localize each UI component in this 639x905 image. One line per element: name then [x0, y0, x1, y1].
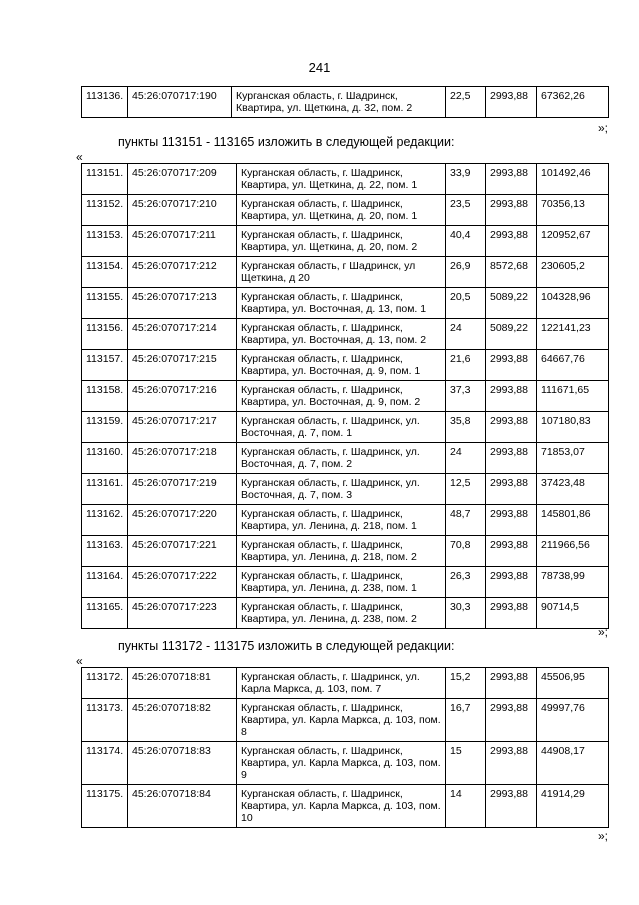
- cell-item-number: 113152.: [82, 195, 128, 226]
- cell-value: 78738,99: [537, 567, 609, 598]
- cell-cadastral-number: 45:26:070717:213: [128, 288, 237, 319]
- cell-item-number: 113157.: [82, 350, 128, 381]
- table-row: [82, 567, 609, 598]
- table-3: [81, 667, 609, 828]
- cell-rate: 5089,22: [486, 319, 537, 350]
- cell-address: Курганская область, г. Шадринск, Квартира, ул. Щеткина, д. 32, пом. 2: [232, 87, 446, 118]
- cell-cadastral-number: 45:26:070717:214: [128, 319, 237, 350]
- cell-rate: 2993,88: [486, 785, 537, 828]
- cell-address: Курганская область, г. Шадринск, Квартира, ул. Щеткина, д. 20, пом. 1: [237, 195, 446, 226]
- cell-cadastral-number: 45:26:070717:210: [128, 195, 237, 226]
- cell-area: 70,8: [446, 536, 486, 567]
- cell-area: 26,9: [446, 257, 486, 288]
- close-quote-2: »;: [598, 625, 609, 639]
- cell-item-number: 113172.: [82, 668, 128, 699]
- cell-item-number: 113160.: [82, 443, 128, 474]
- cell-value: 120952,67: [537, 226, 609, 257]
- cell-rate: 2993,88: [486, 668, 537, 699]
- cell-item-number: 113161.: [82, 474, 128, 505]
- cell-rate: 2993,88: [486, 699, 537, 742]
- cell-area: 14: [446, 785, 486, 828]
- cell-area: 48,7: [446, 505, 486, 536]
- cell-item-number: 113175.: [82, 785, 128, 828]
- cell-value: 211966,56: [537, 536, 609, 567]
- cell-value: 71853,07: [537, 443, 609, 474]
- table-row: [82, 350, 609, 381]
- cell-rate: 2993,88: [486, 742, 537, 785]
- cell-area: 22,5: [446, 87, 486, 118]
- table-row: [82, 742, 609, 785]
- table-row: [82, 536, 609, 567]
- cell-item-number: 113151.: [82, 164, 128, 195]
- cell-rate: 2993,88: [486, 505, 537, 536]
- table-row: [82, 164, 609, 195]
- cell-area: 33,9: [446, 164, 486, 195]
- cell-item-number: 113173.: [82, 699, 128, 742]
- cell-item-number: 113164.: [82, 567, 128, 598]
- cell-cadastral-number: 45:26:070717:217: [128, 412, 237, 443]
- cell-area: 26,3: [446, 567, 486, 598]
- paragraph-1: пункты 113151 - 113165 изложить в следующей редакции:: [118, 135, 455, 149]
- cell-value: 230605,2: [537, 257, 609, 288]
- cell-address: Курганская область, г. Шадринск, ул. Восточная, д. 7, пом. 3: [237, 474, 446, 505]
- cell-address: Курганская область, г. Шадринск, Квартира, ул. Ленина, д. 238, пом. 2: [237, 598, 446, 629]
- cell-address: Курганская область, г. Шадринск, Квартира, ул. Ленина, д. 218, пом. 1: [237, 505, 446, 536]
- cell-area: 30,3: [446, 598, 486, 629]
- table-row: [82, 412, 609, 443]
- table-row: [82, 288, 609, 319]
- cell-rate: 2993,88: [486, 164, 537, 195]
- cell-value: 101492,46: [537, 164, 609, 195]
- cell-cadastral-number: 45:26:070718:81: [128, 668, 237, 699]
- cell-rate: 5089,22: [486, 288, 537, 319]
- cell-item-number: 113153.: [82, 226, 128, 257]
- table-row: [82, 443, 609, 474]
- cell-rate: 2993,88: [486, 412, 537, 443]
- close-quote-3: »;: [598, 829, 609, 843]
- cell-item-number: 113136.: [82, 87, 128, 118]
- cell-rate: 8572,68: [486, 257, 537, 288]
- cell-area: 40,4: [446, 226, 486, 257]
- page-number: 241: [308, 60, 331, 75]
- cell-address: Курганская область, г. Шадринск, Квартира, ул. Восточная, д. 9, пом. 2: [237, 381, 446, 412]
- cell-item-number: 113158.: [82, 381, 128, 412]
- cell-area: 15: [446, 742, 486, 785]
- table-row: [82, 505, 609, 536]
- table-row: [82, 195, 609, 226]
- cell-item-number: 113162.: [82, 505, 128, 536]
- cell-address: Курганская область, г. Шадринск, Квартира, ул. Восточная, д. 13, пом. 2: [237, 319, 446, 350]
- cell-value: 111671,65: [537, 381, 609, 412]
- cell-value: 41914,29: [537, 785, 609, 828]
- cell-item-number: 113155.: [82, 288, 128, 319]
- table-row: [82, 381, 609, 412]
- close-quote-1: »;: [598, 121, 609, 135]
- cell-cadastral-number: 45:26:070717:212: [128, 257, 237, 288]
- cell-cadastral-number: 45:26:070717:222: [128, 567, 237, 598]
- cell-area: 12,5: [446, 474, 486, 505]
- paragraph-2: пункты 113172 - 113175 изложить в следующей редакции:: [118, 639, 455, 653]
- cell-rate: 2993,88: [486, 567, 537, 598]
- cell-area: 21,6: [446, 350, 486, 381]
- cell-value: 90714,5: [537, 598, 609, 629]
- cell-address: Курганская область, г. Шадринск, ул. Карла Маркса, д. 103, пом. 7: [237, 668, 446, 699]
- cell-area: 20,5: [446, 288, 486, 319]
- table-row: [82, 474, 609, 505]
- cell-rate: 2993,88: [486, 598, 537, 629]
- cell-rate: 2993,88: [486, 381, 537, 412]
- table-row: [82, 226, 609, 257]
- cell-item-number: 113163.: [82, 536, 128, 567]
- cell-item-number: 113159.: [82, 412, 128, 443]
- cell-rate: 2993,88: [486, 195, 537, 226]
- cell-area: 37,3: [446, 381, 486, 412]
- table-row: [82, 699, 609, 742]
- cell-value: 64667,76: [537, 350, 609, 381]
- table-row: [82, 257, 609, 288]
- cell-rate: 2993,88: [486, 226, 537, 257]
- cell-cadastral-number: 45:26:070717:218: [128, 443, 237, 474]
- cell-address: Курганская область, г. Шадринск, Квартира, ул. Карла Маркса, д. 103, пом. 9: [237, 742, 446, 785]
- cell-cadastral-number: 45:26:070717:219: [128, 474, 237, 505]
- cell-cadastral-number: 45:26:070718:83: [128, 742, 237, 785]
- table-row: [82, 598, 609, 629]
- cell-address: Курганская область, г. Шадринск, Квартира, ул. Карла Маркса, д. 103, пом. 8: [237, 699, 446, 742]
- table-1: [81, 86, 609, 118]
- cell-cadastral-number: 45:26:070718:84: [128, 785, 237, 828]
- cell-area: 16,7: [446, 699, 486, 742]
- cell-address: Курганская область, г. Шадринск, Квартира, ул. Восточная, д. 13, пом. 1: [237, 288, 446, 319]
- table-row: [82, 785, 609, 828]
- cell-address: Курганская область, г. Шадринск, ул. Восточная, д. 7, пом. 1: [237, 412, 446, 443]
- cell-item-number: 113165.: [82, 598, 128, 629]
- cell-value: 44908,17: [537, 742, 609, 785]
- cell-address: Курганская область, г. Шадринск, Квартира, ул. Щеткина, д. 20, пом. 2: [237, 226, 446, 257]
- cell-item-number: 113154.: [82, 257, 128, 288]
- cell-value: 67362,26: [537, 87, 609, 118]
- cell-area: 24: [446, 319, 486, 350]
- table-row: [82, 319, 609, 350]
- cell-cadastral-number: 45:26:070717:220: [128, 505, 237, 536]
- open-quote-1: «: [76, 150, 83, 164]
- cell-area: 23,5: [446, 195, 486, 226]
- cell-value: 49997,76: [537, 699, 609, 742]
- cell-value: 122141,23: [537, 319, 609, 350]
- cell-cadastral-number: 45:26:070718:82: [128, 699, 237, 742]
- table-2: [81, 163, 609, 629]
- cell-rate: 2993,88: [486, 474, 537, 505]
- cell-cadastral-number: 45:26:070717:223: [128, 598, 237, 629]
- cell-area: 35,8: [446, 412, 486, 443]
- cell-rate: 2993,88: [486, 350, 537, 381]
- table-row: [82, 87, 609, 118]
- cell-address: Курганская область, г. Шадринск, Квартира, ул. Восточная, д. 9, пом. 1: [237, 350, 446, 381]
- cell-address: Курганская область, г. Шадринск, ул. Восточная, д. 7, пом. 2: [237, 443, 446, 474]
- cell-address: Курганская область, г. Шадринск, Квартира, ул. Ленина, д. 218, пом. 2: [237, 536, 446, 567]
- cell-address: Курганская область, г. Шадринск, Квартира, ул. Карла Маркса, д. 103, пом. 10: [237, 785, 446, 828]
- cell-rate: 2993,88: [486, 536, 537, 567]
- cell-cadastral-number: 45:26:070717:215: [128, 350, 237, 381]
- cell-area: 24: [446, 443, 486, 474]
- cell-value: 45506,95: [537, 668, 609, 699]
- cell-cadastral-number: 45:26:070717:216: [128, 381, 237, 412]
- open-quote-2: «: [76, 654, 83, 668]
- cell-address: Курганская область, г Шадринск, ул Щеткина, д 20: [237, 257, 446, 288]
- cell-value: 70356,13: [537, 195, 609, 226]
- cell-item-number: 113174.: [82, 742, 128, 785]
- cell-cadastral-number: 45:26:070717:190: [128, 87, 232, 118]
- cell-value: 145801,86: [537, 505, 609, 536]
- cell-area: 15,2: [446, 668, 486, 699]
- cell-value: 104328,96: [537, 288, 609, 319]
- cell-item-number: 113156.: [82, 319, 128, 350]
- cell-address: Курганская область, г. Шадринск, Квартира, ул. Ленина, д. 238, пом. 1: [237, 567, 446, 598]
- cell-rate: 2993,88: [486, 87, 537, 118]
- cell-address: Курганская область, г. Шадринск, Квартира, ул. Щеткина, д. 22, пом. 1: [237, 164, 446, 195]
- cell-cadastral-number: 45:26:070717:209: [128, 164, 237, 195]
- cell-value: 107180,83: [537, 412, 609, 443]
- cell-cadastral-number: 45:26:070717:221: [128, 536, 237, 567]
- cell-cadastral-number: 45:26:070717:211: [128, 226, 237, 257]
- cell-value: 37423,48: [537, 474, 609, 505]
- table-row: [82, 668, 609, 699]
- cell-rate: 2993,88: [486, 443, 537, 474]
